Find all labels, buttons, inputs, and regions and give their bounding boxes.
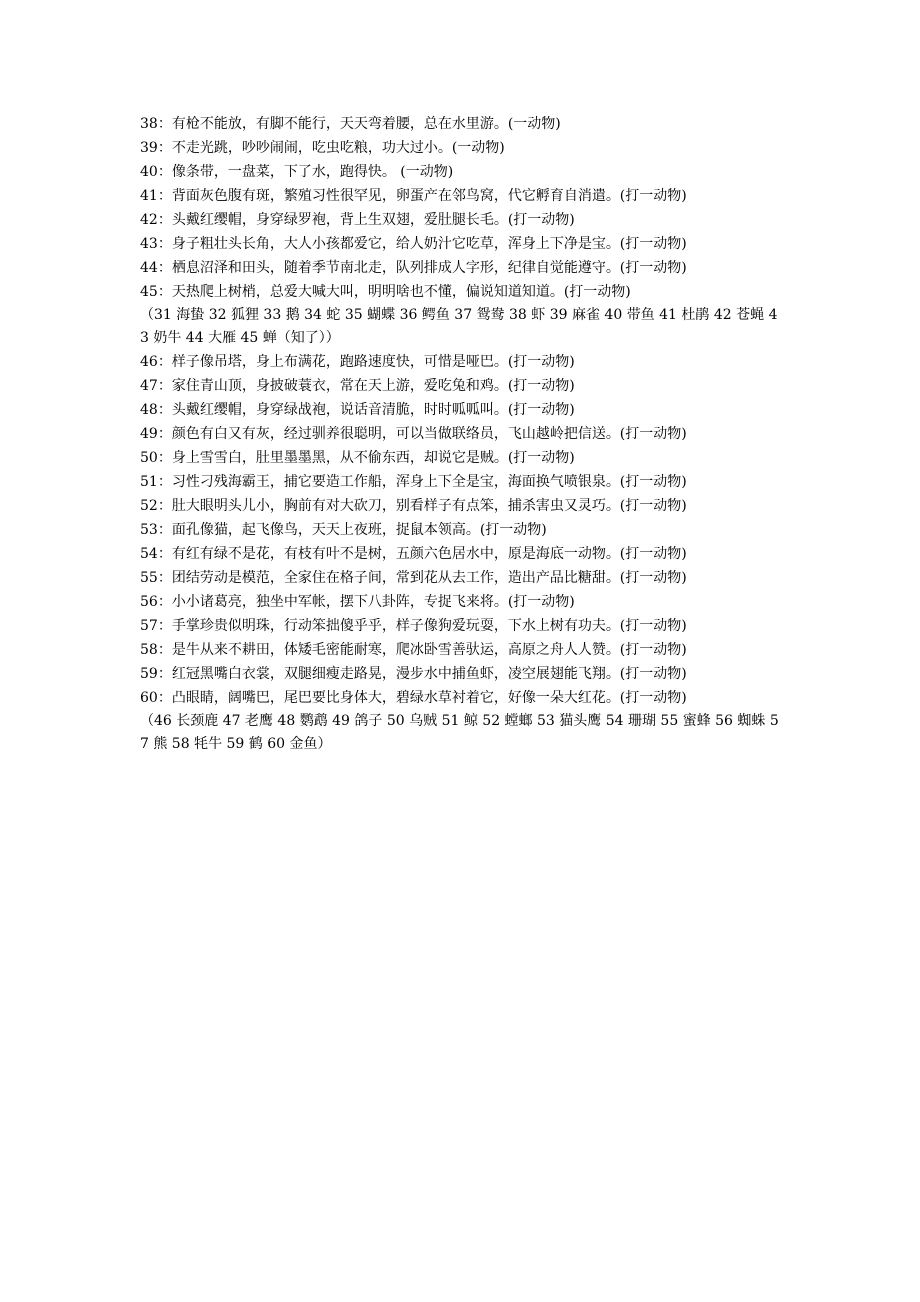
riddle-55: 55：团结劳动是模范，全家住在格子间，常到花从去工作，造出产品比糖甜。(打一动物) <box>140 570 687 586</box>
answers-46-60: （46 长颈鹿 47 老鹰 48 鹦鹉 49 鸽子 50 乌贼 51 鲸 52 螳螂 53 猫头鹰 54 珊瑚 55 蜜蜂 56 蜘蛛 57 熊 58 牦牛 59 鹤 60 金鱼） <box>140 713 779 752</box>
riddle-52: 52：肚大眼明头儿小，胸前有对大砍刀，别看样子有点笨，捕杀害虫又灵巧。(打一动物) <box>140 498 687 514</box>
riddle-38: 38：有枪不能放，有脚不能行，天天弯着腰，总在水里游。(一动物) <box>140 116 561 132</box>
riddle-39: 39：不走光跳，吵吵闹闹，吃虫吃粮，功大过小。(一动物) <box>140 140 505 156</box>
riddle-44: 44：栖息沼泽和田头，随着季节南北走，队列排成人字形，纪律自觉能遵守。(打一动物) <box>140 260 687 276</box>
riddle-47: 47：家住青山顶，身披破蓑衣，常在天上游，爱吃兔和鸡。(打一动物) <box>140 378 575 394</box>
riddle-60: 60：凸眼睛，阔嘴巴，尾巴要比身体大，碧绿水草衬着它，好像一朵大红花。(打一动物) <box>140 690 687 706</box>
riddle-51: 51：习性刁残海霸王，捕它要造工作船，浑身上下全是宝，海面换气喷银泉。(打一动物) <box>140 474 687 490</box>
riddle-56: 56：小小诸葛亮，独坐中军帐，摆下八卦阵，专捉飞来将。(打一动物) <box>140 594 575 610</box>
riddle-42: 42：头戴红缨帽，身穿绿罗袍，背上生双翅，爱肚腿长毛。(打一动物) <box>140 212 575 228</box>
riddle-59: 59：红冠黑嘴白衣裳，双腿细瘦走路晃，漫步水中捕鱼虾，凌空展翅能飞翔。(打一动物) <box>140 666 687 682</box>
riddle-49: 49：颜色有白又有灰，经过驯养很聪明，可以当做联络员，飞山越岭把信送。(打一动物) <box>140 426 687 442</box>
riddle-46: 46：样子像吊塔，身上布满花，跑路速度快，可惜是哑巴。(打一动物) <box>140 354 575 370</box>
document-page <box>140 112 785 756</box>
riddle-41: 41：背面灰色腹有斑，繁殖习性很罕见，卵蛋产在邻鸟窝，代它孵育自消遣。(打一动物) <box>140 188 687 204</box>
riddle-57: 57：手掌珍贵似明珠，行动笨拙傻乎乎，样子像狗爱玩耍，下水上树有功夫。(打一动物) <box>140 618 687 634</box>
riddle-50: 50：身上雪雪白，肚里墨墨黑，从不偷东西，却说它是贼。(打一动物) <box>140 450 575 466</box>
riddle-48: 48：头戴红缨帽，身穿绿战袍，说话音清脆，时时呱呱叫。(打一动物) <box>140 402 575 418</box>
riddle-53: 53：面孔像猫，起飞像鸟，天天上夜班，捉鼠本领高。(打一动物) <box>140 522 547 538</box>
answers-31-45: （31 海蛰 32 狐狸 33 鹅 34 蛇 35 蝴蝶 36 鳄鱼 37 鸳鸯 38 虾 39 麻雀 40 带鱼 41 杜鹃 42 苍蝇 43 奶牛 44 大雁 45 蝉（知了）） <box>140 307 778 346</box>
riddle-40: 40：像条带，一盘菜，下了水，跑得快。 (一动物) <box>140 164 454 180</box>
riddle-54: 54：有红有绿不是花，有枝有叶不是树，五颜六色居水中，原是海底一动物。(打一动物) <box>140 546 687 562</box>
riddle-45: 45：天热爬上树梢，总爱大喊大叫，明明啥也不懂，偏说知道知道。(打一动物) <box>140 284 631 300</box>
riddle-58: 58：是牛从来不耕田，体矮毛密能耐寒，爬冰卧雪善驮运，高原之舟人人赞。(打一动物) <box>140 642 687 658</box>
riddle-43: 43：身子粗壮头长角，大人小孩都爱它，给人奶汁它吃草，浑身上下净是宝。(打一动物) <box>140 236 687 252</box>
